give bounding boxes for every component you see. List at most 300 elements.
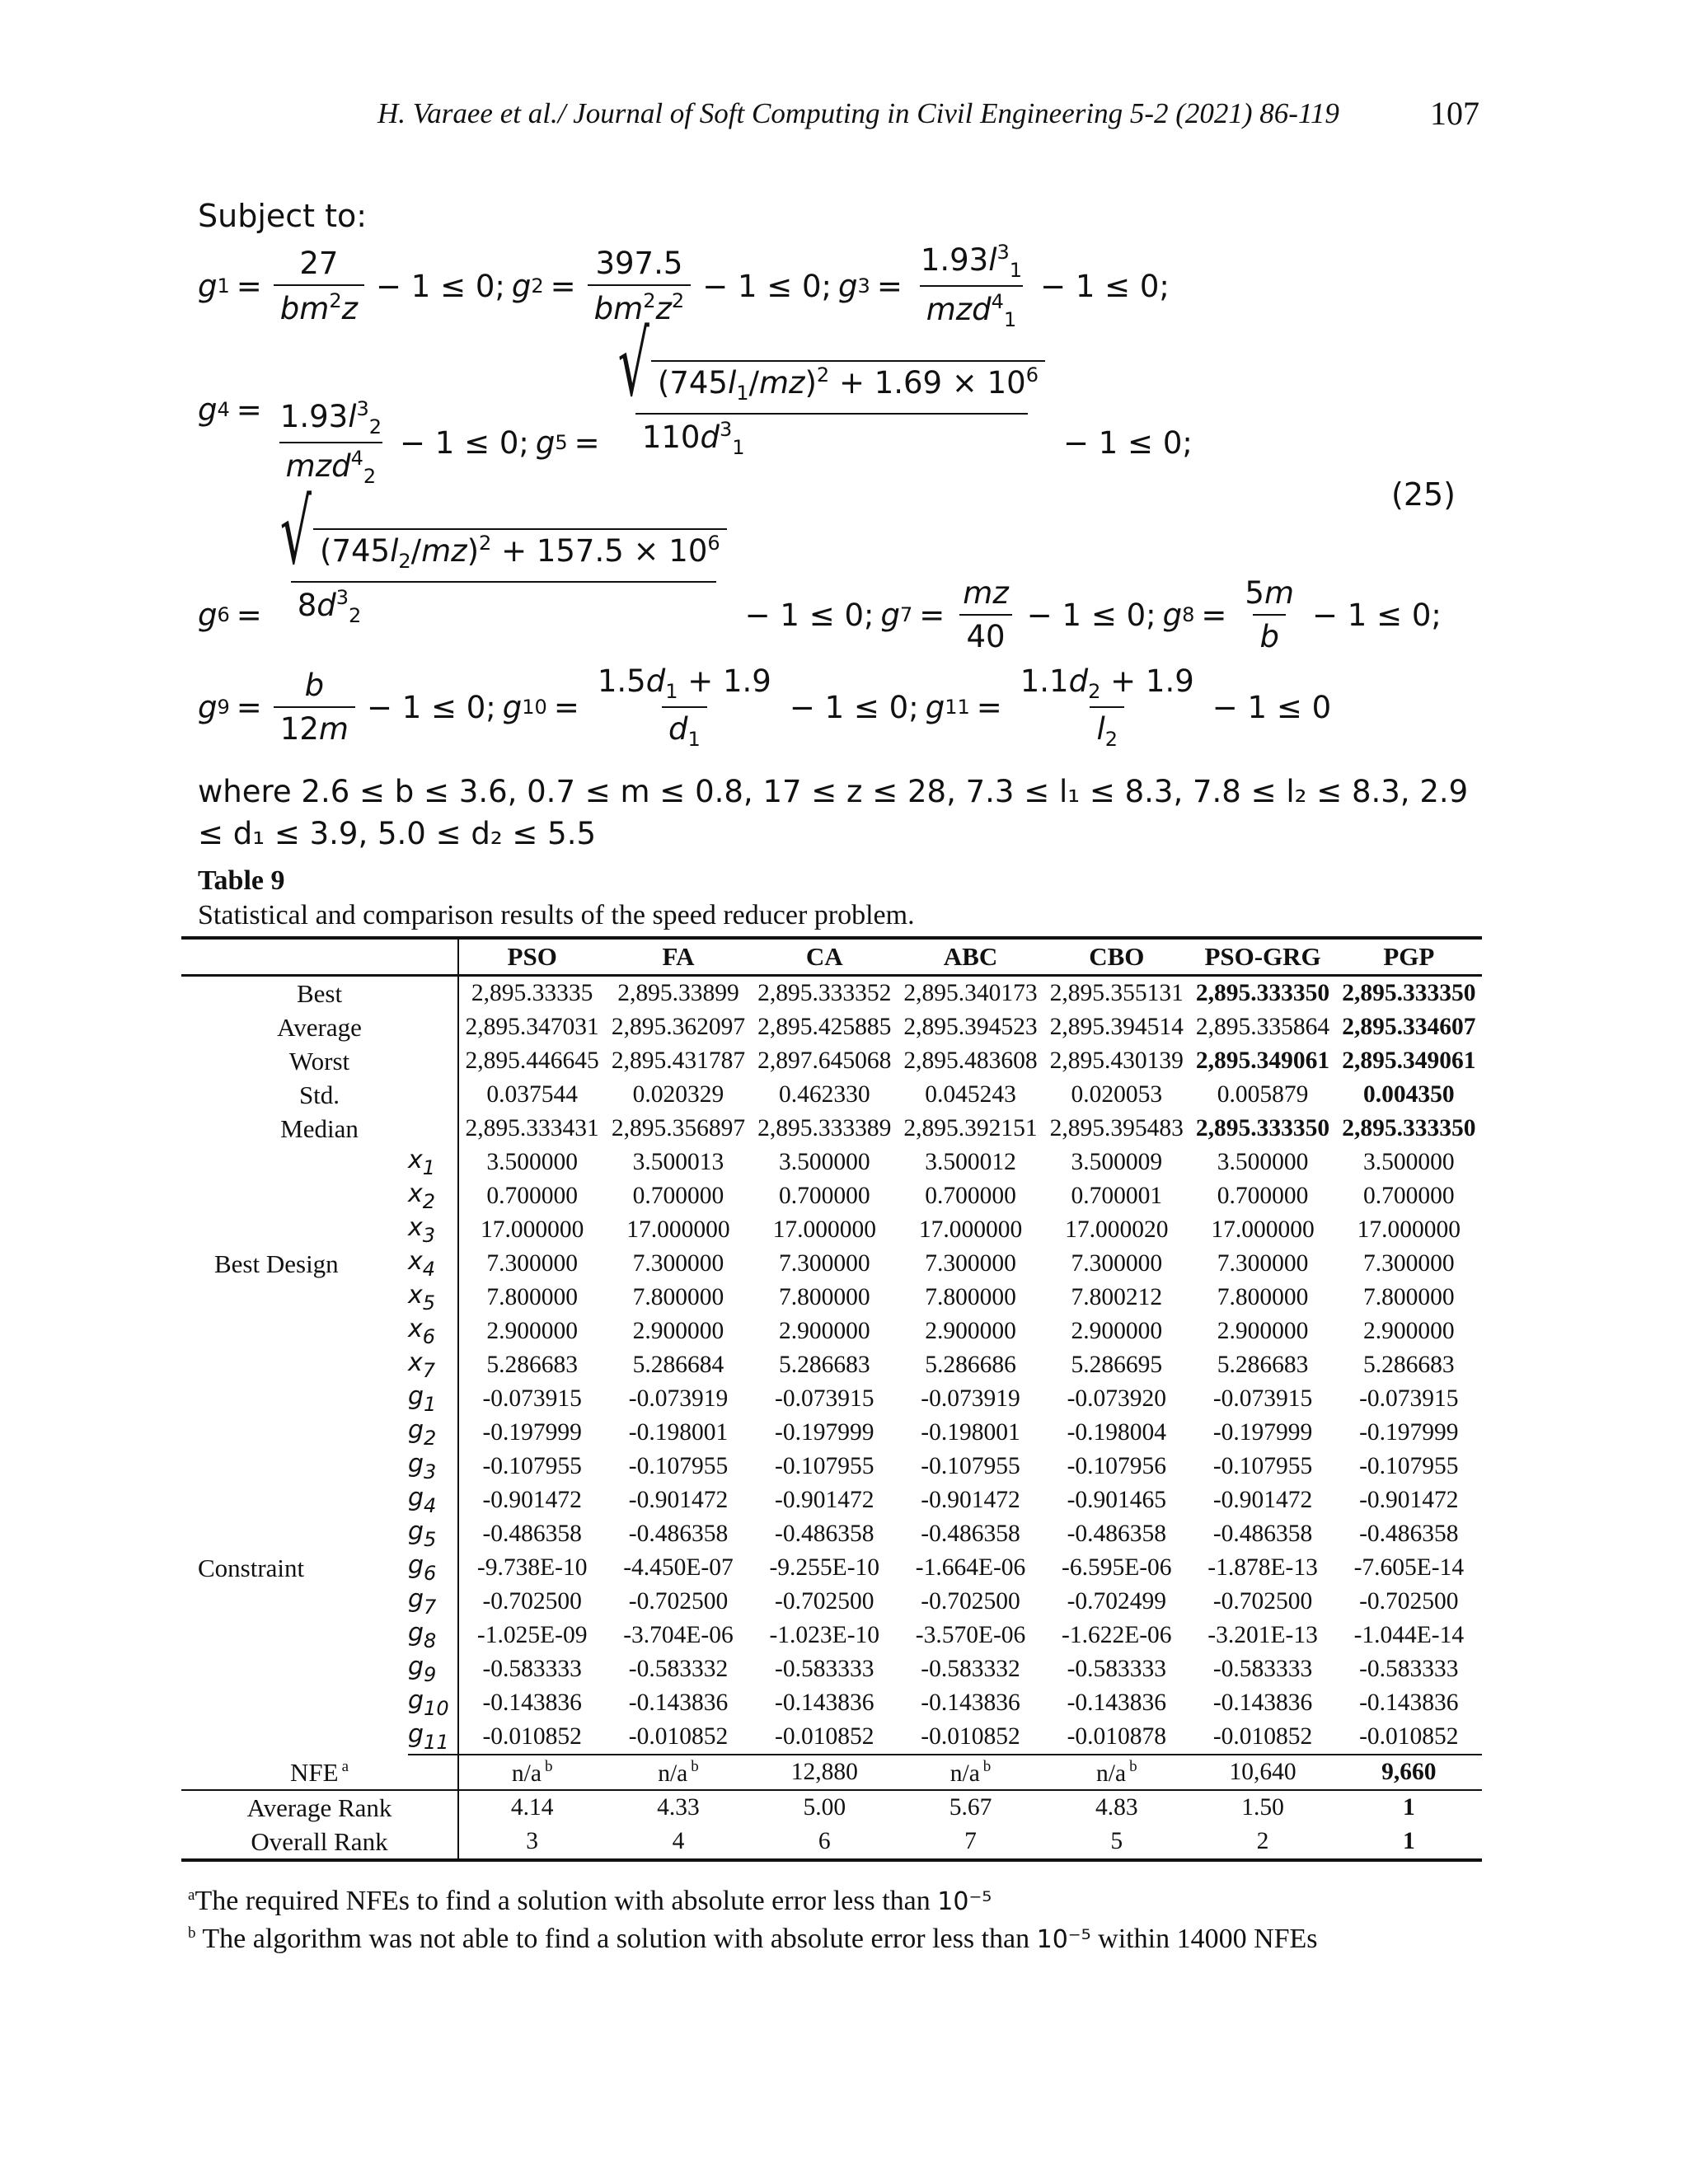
table-cell: 5.00: [803, 1794, 846, 1821]
footnote-tail: within 14000 NFEs: [1090, 1924, 1318, 1954]
table-cell: -0.010852: [752, 1720, 898, 1755]
table-cell: 2: [1189, 1825, 1335, 1860]
variable-symbol: g: [408, 1382, 424, 1411]
table-cell: -0.143836: [482, 1690, 582, 1716]
table-cell: -0.197999: [775, 1419, 874, 1446]
table-cell: 2.900000: [925, 1318, 1016, 1344]
group-label-best-design: Best Design: [214, 1249, 339, 1278]
table-cell: -0.010852: [1336, 1720, 1482, 1755]
table-cell: 0.037544: [486, 1081, 578, 1108]
variable-index: 5: [422, 1291, 436, 1315]
variable-label: [408, 1585, 458, 1619]
variable-label: [408, 1720, 458, 1755]
table-cell: 2,895.33899: [617, 980, 739, 1006]
variable-label: [408, 1179, 458, 1213]
variable-label: [408, 1686, 458, 1720]
variable-index: 8: [424, 1629, 437, 1652]
table-cell: -3.570E-06: [915, 1622, 1026, 1648]
table-cell: -0.901472: [1359, 1487, 1459, 1513]
row-label: Std.: [181, 1078, 458, 1112]
equation-constraints-g6-g8: g 6 = √ $(745l_2/mz)^2 + 157.5 \times 10^6$ $8d^3_2$ − 1 ≤ 0; g 7 = $\frac{mz}{40}$ − 1 ≤ 0; g 8 = $\frac{5m}{b}$ − 1 ≤ 0;: [198, 481, 1442, 654]
table-cell: 2,895.392151: [903, 1115, 1038, 1141]
table-cell: 3.500000: [1217, 1149, 1309, 1175]
table-cell: -0.901472: [482, 1487, 582, 1513]
table-cell: -0.583333: [1067, 1656, 1167, 1682]
table-cell: 1.50: [1241, 1794, 1284, 1821]
page-number: 107: [1430, 95, 1479, 132]
table-cell: [605, 1755, 751, 1790]
equation-constraints-g9-g11: g 9 = $\frac{b}{12m}$ − 1 ≤ 0; g 10 = $\frac{1.5d_1 + 1.9}{d_1}$ − 1 ≤ 0; g 11 = $\frac{1.1d_2 + 1.9}{l_2}$ − 1 ≤ 0: [198, 663, 1332, 751]
running-header: [0, 97, 1688, 138]
variable-label: [408, 1619, 458, 1652]
table-cell: -0.583332: [628, 1656, 729, 1682]
variable-symbol: g: [408, 1416, 424, 1445]
table-cell: -0.010852: [458, 1720, 605, 1755]
table-cell: 2,895.356897: [611, 1115, 746, 1141]
table-cell: -0.901472: [628, 1487, 729, 1513]
table-header-row: [181, 938, 1482, 976]
results-table: [181, 936, 1482, 1862]
variable-symbol: g: [408, 1652, 424, 1681]
table-row: [181, 1044, 1482, 1078]
footnote-mark: b: [544, 1757, 553, 1775]
footnote-text: The algorithm was not able to find a solution with absolute error less than: [202, 1924, 1037, 1954]
table-cell: 17.000000: [1357, 1216, 1461, 1243]
table-cell: 0.700000: [632, 1183, 724, 1209]
table-cell: -0.197999: [1212, 1419, 1313, 1446]
footnote-mark: b: [691, 1757, 699, 1775]
table-cell: 4.14: [510, 1794, 554, 1821]
table-cell: 2,895.33335: [471, 980, 593, 1006]
table-cell: -0.583333: [482, 1656, 582, 1682]
equation-constraints-g4-g5: g 4 = $\frac{1.93l^3_2}{mzd^4_2}$ − 1 ≤ 0; g 5 = √ $(745l_1/mz)^2 + 1.69 \times 10^6$ $110d^3_1$ − 1 ≤ 0;: [198, 313, 1193, 488]
table-cell: -1.023E-10: [769, 1622, 880, 1648]
table-cell: 0.020053: [1071, 1081, 1163, 1108]
variable-label: [408, 1652, 458, 1686]
table-cell: -0.198001: [921, 1419, 1020, 1446]
table-cell: -6.595E-06: [1062, 1554, 1172, 1581]
table-caption: [198, 865, 915, 931]
table-cell: 17.000020: [1065, 1216, 1169, 1243]
table-cell: 7.300000: [1363, 1250, 1455, 1277]
table-row-nfe: [181, 1755, 1482, 1790]
table-cell: 2,895.334607: [1342, 1014, 1476, 1040]
journal-citation: H. Varaee et al./ Journal of Soft Computing in Civil Engineering 5-2 (2021) 86-119: [377, 97, 1339, 129]
variable-index: 4: [422, 1258, 436, 1281]
variable-index: 4: [424, 1494, 437, 1517]
table-row: [181, 1010, 1482, 1044]
variable-symbol: x: [408, 1281, 423, 1310]
table-cell: -0.702500: [921, 1588, 1020, 1615]
table-cell: -4.450E-07: [623, 1554, 734, 1581]
table-cell: 0.020329: [632, 1081, 724, 1108]
table-cell: -0.107955: [628, 1453, 729, 1479]
table-cell: 6: [752, 1825, 898, 1860]
variable-label: [408, 1213, 458, 1247]
table-row: [181, 976, 1482, 1011]
table-cell: 2.900000: [1363, 1318, 1455, 1344]
table-cell: 7.800000: [1363, 1284, 1455, 1310]
row-label: [181, 1755, 458, 1790]
table-cell: 2,895.333350: [1342, 980, 1476, 1006]
corner-cell: [181, 938, 458, 976]
table-cell: 4.33: [657, 1794, 700, 1821]
table-cell: 3.500012: [925, 1149, 1016, 1175]
table-cell: -0.702500: [775, 1588, 874, 1615]
cell-value: 9,660: [1381, 1759, 1437, 1785]
table-cell: -9.738E-10: [476, 1554, 588, 1581]
col-header: CBO: [1089, 942, 1145, 971]
table-cell: -0.486358: [482, 1521, 582, 1547]
table-cell: 7.800000: [632, 1284, 724, 1310]
table-cell: -0.583333: [1212, 1656, 1313, 1682]
col-header: PGP: [1383, 942, 1435, 971]
table-cell: -1.025E-09: [476, 1622, 588, 1648]
table-cell: -0.901472: [775, 1487, 874, 1513]
variable-index: 7: [424, 1596, 437, 1619]
table-cell: -0.143836: [921, 1690, 1020, 1716]
variable-symbol: g: [408, 1720, 424, 1749]
table-cell: 3.500013: [632, 1149, 724, 1175]
table-cell: 7.300000: [486, 1250, 578, 1277]
table-cell: 0.700000: [1217, 1183, 1309, 1209]
table-cell: 2,895.483608: [903, 1047, 1038, 1074]
table-cell: -0.702500: [482, 1588, 582, 1615]
table-cell: 0.700000: [925, 1183, 1016, 1209]
table-cell: 7.800000: [1217, 1284, 1309, 1310]
table-cell: -0.486358: [775, 1521, 874, 1547]
footnote-mark: a: [341, 1757, 349, 1775]
table-cell: 5.286686: [925, 1352, 1016, 1378]
table-cell: 17.000000: [772, 1216, 876, 1243]
table-row: [181, 1790, 1482, 1825]
variable-symbol: x: [408, 1315, 423, 1343]
variable-index: 7: [422, 1359, 436, 1382]
table-cell: [1043, 1755, 1189, 1790]
equation-constraints-g1-g3: g 1 = $\frac{27}{bm^2z}$ − 1 ≤ 0; g 2 = $\frac{397.5}{bm^2z^2}$ − 1 ≤ 0; g 3 = $\frac{1.93l^3_1}{mzd^4_1}$ − 1 ≤ 0;: [198, 241, 1170, 331]
table-cell: 5.286683: [1217, 1352, 1309, 1378]
table-cell: -1.622E-06: [1062, 1622, 1172, 1648]
table-cell: 2,895.425885: [757, 1014, 892, 1040]
variable-label: [408, 1483, 458, 1517]
footnote-mark: a: [188, 1886, 195, 1904]
footnote-text: The required NFEs to find a solution with absolute error less than: [195, 1886, 938, 1916]
table-cell: 0.700000: [1363, 1183, 1455, 1209]
table-cell: 2,895.333350: [1195, 1115, 1330, 1141]
row-label: Median: [181, 1112, 458, 1146]
table-cell: -0.010852: [1189, 1720, 1335, 1755]
variable-symbol: g: [408, 1517, 424, 1546]
table-cell: 2,897.645068: [757, 1047, 892, 1074]
table-cell: 2.900000: [632, 1318, 724, 1344]
nfe-label: NFE: [289, 1757, 339, 1787]
table-cell: -0.486358: [921, 1521, 1020, 1547]
table-cell: 4.83: [1095, 1794, 1138, 1821]
table-cell: -0.010878: [1043, 1720, 1189, 1755]
table-cell: -0.197999: [1359, 1419, 1459, 1446]
table-cell: 0.700000: [778, 1183, 870, 1209]
row-label: Average Rank: [181, 1790, 458, 1825]
table-cell: -0.486358: [1359, 1521, 1459, 1547]
table-cell: -0.073915: [482, 1385, 582, 1412]
row-label: Best: [181, 976, 458, 1011]
equation-number: (25): [1391, 476, 1456, 513]
variable-index: 3: [422, 1224, 436, 1247]
table-cell: 3: [458, 1825, 605, 1860]
table-row: [181, 1112, 1482, 1146]
table-cell: -3.704E-06: [623, 1622, 734, 1648]
table-cell: 2,895.395483: [1049, 1115, 1184, 1141]
table-cell: -1.878E-13: [1207, 1554, 1318, 1581]
variable-label: [408, 1517, 458, 1551]
table-cell: -0.143836: [1212, 1690, 1313, 1716]
table-cell: 4: [605, 1825, 751, 1860]
table-cell: -0.107955: [482, 1453, 582, 1479]
table-cell: -0.107955: [921, 1453, 1020, 1479]
table-cell: -0.583333: [1359, 1656, 1459, 1682]
table-cell: [898, 1755, 1043, 1790]
row-label: Average: [181, 1010, 458, 1044]
table-cell: -0.702499: [1067, 1588, 1167, 1615]
table-cell: 17.000000: [626, 1216, 730, 1243]
table-cell: 5.286683: [778, 1352, 870, 1378]
cell-value: 10,640: [1229, 1759, 1296, 1785]
table-cell: 2,895.430139: [1049, 1047, 1184, 1074]
col-header: FA: [662, 942, 695, 971]
table-cell: 5.286684: [632, 1352, 724, 1378]
table-cell: -1.044E-14: [1353, 1622, 1465, 1648]
table-cell: -0.073919: [628, 1385, 729, 1412]
footnote-math: 10⁻⁵: [1036, 1925, 1091, 1954]
table-cell: -0.073915: [1212, 1385, 1313, 1412]
table-cell: -0.901472: [1212, 1487, 1313, 1513]
table-cell: 2,895.349061: [1195, 1047, 1330, 1074]
table-cell: -0.143836: [1067, 1690, 1167, 1716]
footnote-b: [188, 1924, 1318, 1955]
table-cell: 0.462330: [778, 1081, 870, 1108]
table-cell: 2.900000: [1217, 1318, 1309, 1344]
variable-symbol: x: [408, 1247, 423, 1276]
variable-index: 2: [422, 1190, 436, 1213]
table-cell: 2.900000: [778, 1318, 870, 1344]
table-cell: -0.901472: [921, 1487, 1020, 1513]
table-cell: -0.107955: [1359, 1453, 1459, 1479]
variable-symbol: g: [408, 1619, 424, 1647]
table-row: [181, 1825, 1482, 1860]
table-cell: 1: [1336, 1825, 1482, 1860]
variable-index: 10: [424, 1697, 449, 1720]
table-row: [181, 1078, 1482, 1112]
table-cell: 2,895.333431: [465, 1115, 599, 1141]
variable-label: [408, 1247, 458, 1281]
table-cell: -0.073920: [1067, 1385, 1167, 1412]
variable-index: 2: [424, 1427, 437, 1450]
variable-label: [408, 1551, 458, 1585]
table-cell: 17.000000: [918, 1216, 1023, 1243]
table-cell: 2.900000: [1071, 1318, 1163, 1344]
table-cell: -0.486358: [628, 1521, 729, 1547]
table-cell: 3.500000: [1363, 1149, 1455, 1175]
table-cell: -1.664E-06: [915, 1554, 1026, 1581]
table-cell: -0.143836: [775, 1690, 874, 1716]
table-cell: 5.67: [949, 1794, 992, 1821]
table-cell: -0.107955: [775, 1453, 874, 1479]
cell-value: n/a: [1096, 1760, 1127, 1787]
variable-label: [408, 1382, 458, 1416]
table-cell: -0.073919: [921, 1385, 1020, 1412]
table-cell: 2,895.333350: [1342, 1115, 1476, 1141]
table-cell: 0.004350: [1363, 1081, 1455, 1108]
table-cell: 1: [1402, 1794, 1415, 1821]
table-cell: 17.000000: [480, 1216, 584, 1243]
table-cell: 2,895.394523: [903, 1014, 1038, 1040]
table-cell: -0.583333: [775, 1656, 874, 1682]
table-cell: 2,895.431787: [611, 1047, 746, 1074]
cell-value: n/a: [950, 1760, 980, 1787]
cell-value: 12,880: [790, 1759, 858, 1785]
table-cell: -0.486358: [1212, 1521, 1313, 1547]
table-cell: 7: [898, 1825, 1043, 1860]
table-cell: 5.286683: [1363, 1352, 1455, 1378]
table-cell: 2,895.333389: [757, 1115, 892, 1141]
table-cell: 7.800000: [778, 1284, 870, 1310]
variable-index: 9: [424, 1663, 437, 1686]
table-cell: 0.700000: [486, 1183, 578, 1209]
table-cell: 7.800000: [486, 1284, 578, 1310]
table-cell: 7.300000: [778, 1250, 870, 1277]
table-cell: -0.702500: [1212, 1588, 1313, 1615]
table-cell: -0.197999: [482, 1419, 582, 1446]
row-label: Worst: [181, 1044, 458, 1078]
footnote-mark: b: [982, 1757, 992, 1775]
table-cell: -3.201E-13: [1207, 1622, 1318, 1648]
col-header: PSO-GRG: [1204, 942, 1321, 971]
table-cell: [1336, 1755, 1482, 1790]
variable-symbol: g: [408, 1483, 424, 1512]
cell-value: n/a: [511, 1760, 542, 1787]
variable-symbol: x: [408, 1348, 423, 1377]
table-cell: 5: [1043, 1825, 1189, 1860]
variable-index: 5: [424, 1528, 437, 1551]
table-cell: -0.198001: [628, 1419, 729, 1446]
table-cell: -0.073915: [1359, 1385, 1459, 1412]
table-cell: -0.073915: [775, 1385, 874, 1412]
table-row: [181, 1146, 1482, 1179]
table-cell: 7.300000: [632, 1250, 724, 1277]
subject-to-label: Subject to:: [198, 198, 368, 234]
table-cell: 5.286695: [1071, 1352, 1163, 1378]
table-cell: -0.107955: [1212, 1453, 1313, 1479]
variable-index: 6: [422, 1325, 436, 1348]
variable-label: [408, 1450, 458, 1483]
table-cell: 2.900000: [486, 1318, 578, 1344]
variable-symbol: x: [408, 1146, 423, 1174]
variable-label: [408, 1146, 458, 1179]
table-cell: 7.800000: [925, 1284, 1016, 1310]
table-cell: 7.300000: [1071, 1250, 1163, 1277]
table-cell: -0.702500: [1359, 1588, 1459, 1615]
row-label: Overall Rank: [181, 1825, 458, 1860]
group-label-constraint: Constraint: [198, 1554, 305, 1582]
table-cell: 2,895.347031: [465, 1014, 599, 1040]
table-cell: 17.000000: [1211, 1216, 1315, 1243]
table-cell: 0.005879: [1217, 1081, 1309, 1108]
table-cell: 3.500000: [486, 1149, 578, 1175]
table-cell: -9.255E-10: [769, 1554, 880, 1581]
variable-label: [408, 1348, 458, 1382]
table-cell: -0.901465: [1067, 1487, 1167, 1513]
variable-index: 11: [424, 1731, 449, 1754]
variable-index: 3: [424, 1460, 437, 1483]
table-cell: 3.500009: [1071, 1149, 1163, 1175]
variable-index: 1: [422, 1156, 436, 1179]
variable-label: [408, 1416, 458, 1450]
variable-symbol: g: [408, 1551, 424, 1580]
variable-symbol: x: [408, 1179, 423, 1208]
table-cell: -0.486358: [1067, 1521, 1167, 1547]
variable-label: [408, 1281, 458, 1315]
table-cell: 2,895.446645: [465, 1047, 599, 1074]
table-cell: 3.500000: [778, 1149, 870, 1175]
table-cell: 2,895.349061: [1342, 1047, 1476, 1074]
cell-value: n/a: [658, 1760, 688, 1787]
col-header: CA: [805, 942, 843, 971]
table-cell: -0.702500: [628, 1588, 729, 1615]
table-cell: 2,895.355131: [1049, 980, 1184, 1006]
table-cell: 7.800212: [1071, 1284, 1163, 1310]
footnote-a: [188, 1886, 992, 1917]
table-cell: 2,895.340173: [903, 980, 1038, 1006]
table-cell: -0.143836: [1359, 1690, 1459, 1716]
variable-index: 6: [424, 1562, 437, 1585]
variable-bounds: where 2.6 ≤ b ≤ 3.6, 0.7 ≤ m ≤ 0.8, 17 ≤ z ≤ 28, 7.3 ≤ l₁ ≤ 8.3, 7.8 ≤ l₂ ≤ 8.3, 2.9 ≤ d₁ ≤ 3.9, 5.0 ≤ d₂ ≤ 5.5: [198, 774, 1469, 851]
col-header: PSO: [507, 942, 557, 971]
table-cell: 0.045243: [925, 1081, 1016, 1108]
table-cell: 7.300000: [925, 1250, 1016, 1277]
table-cell: -0.107956: [1067, 1453, 1167, 1479]
table-cell: -7.605E-14: [1353, 1554, 1465, 1581]
footnote-mark: b: [188, 1924, 196, 1942]
variable-label: [408, 1315, 458, 1348]
table-cell: 0.700001: [1071, 1183, 1163, 1209]
table-cell: 2,895.333350: [1195, 980, 1330, 1006]
table-cell: 2,895.394514: [1049, 1014, 1184, 1040]
table-cell: 2,895.362097: [611, 1014, 746, 1040]
table-cell: [752, 1755, 898, 1790]
table-cell: -0.010852: [605, 1720, 751, 1755]
variable-symbol: g: [408, 1450, 424, 1479]
table-description: Statistical and comparison results of the speed reducer problem.: [198, 900, 915, 930]
table-cell: -0.010852: [898, 1720, 1043, 1755]
table-cell: 2,895.335864: [1195, 1014, 1330, 1040]
footnote-mark: b: [1129, 1757, 1137, 1775]
variable-index: 1: [424, 1393, 437, 1416]
table-cell: 5.286683: [486, 1352, 578, 1378]
table-cell: 7.300000: [1217, 1250, 1309, 1277]
variable-symbol: g: [408, 1686, 424, 1715]
variable-symbol: g: [408, 1585, 424, 1614]
table-cell: 2,895.333352: [757, 980, 892, 1006]
table-cell: -0.143836: [628, 1690, 729, 1716]
table-cell: [458, 1755, 605, 1790]
table-row: [181, 1382, 1482, 1416]
footnote-math: 10⁻⁵: [937, 1887, 992, 1916]
table-cell: [1189, 1755, 1335, 1790]
table-number: Table 9: [198, 865, 285, 896]
variable-symbol: x: [408, 1213, 423, 1242]
col-header: ABC: [943, 942, 998, 971]
table-cell: -0.198004: [1067, 1419, 1167, 1446]
